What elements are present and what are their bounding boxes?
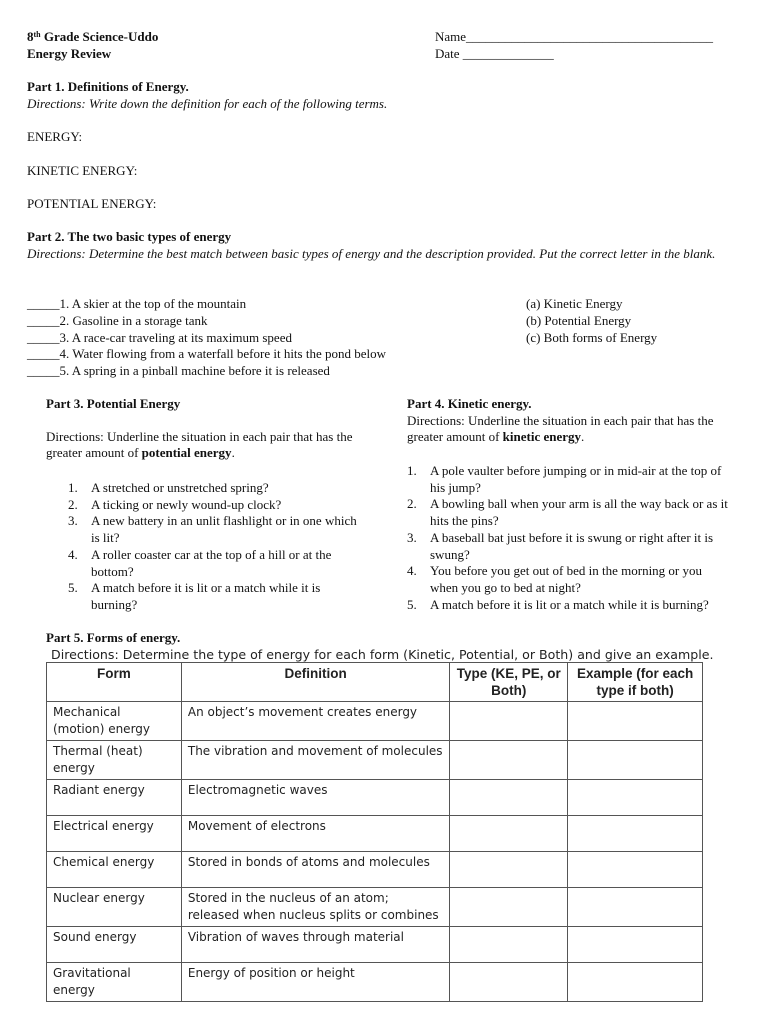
list-item[interactable]: 5. A match before it is lit or a match while it is burning? [68,580,321,612]
list-item[interactable]: 5. A match before it is lit or a match while it is burning? [407,596,709,612]
form-cell: Chemical energy [47,852,182,888]
option-b: (b) Potential Energy [526,313,632,328]
example-answer-cell[interactable] [568,852,703,888]
part3-list [68,480,368,614]
example-answer-cell[interactable] [568,816,703,852]
example-answer-cell[interactable] [568,963,703,1002]
form-cell: Radiant energy [47,780,182,816]
type-answer-cell[interactable] [450,927,568,963]
option-c: (c) Both forms of Energy [526,330,658,345]
type-answer-cell[interactable] [450,852,568,888]
date-field[interactable]: Date ______________ [435,46,554,61]
table-row [47,963,703,1002]
form-cell: Electrical energy [47,816,182,852]
header-definition: Definition [181,663,450,702]
worksheet-title: 8th Grade Science-Uddo [27,29,159,44]
definition-cell: Movement of electrons [181,816,450,852]
type-answer-cell[interactable] [450,963,568,1002]
part5-title: Part 5. Forms of energy. [46,630,181,645]
match-item-1[interactable]: _____1. A skier at the top of the mountain [27,296,247,311]
table-row [47,702,703,741]
list-item[interactable]: 2. A ticking or newly wound-up clock? [68,496,282,512]
table-row [47,852,703,888]
name-field[interactable]: Name______________________________________ [435,29,714,44]
table-row [47,780,703,816]
part2-title: Part 2. The two basic types of energy [27,229,232,244]
match-item-3[interactable]: _____3. A race-car traveling at its maximum speed [27,330,292,345]
example-answer-cell[interactable] [568,702,703,741]
part2-directions: Directions: Determine the best match between basic types of energy and the description provided. Put the correct letter in the blank. [27,246,716,261]
term-potential-energy: POTENTIAL ENERGY: [27,196,157,211]
part4-directions: Directions: Underline the situation in each pair that has the greater amount of kinetic energy. [407,413,714,444]
definition-cell: Stored in the nucleus of an atom; released when nucleus splits or combines [181,888,450,927]
list-item[interactable]: 2. A bowling ball when your arm is all the way back or as it hits the pins? [407,496,728,529]
form-cell: Sound energy [47,927,182,963]
type-answer-cell[interactable] [450,741,568,780]
part3-title: Part 3. Potential Energy [46,396,181,411]
table-row [47,816,703,852]
part1-directions: Directions: Write down the definition for each of the following terms. [27,96,388,111]
type-answer-cell[interactable] [450,816,568,852]
example-answer-cell[interactable] [568,741,703,780]
type-answer-cell[interactable] [450,888,568,927]
table-row [47,741,703,780]
form-cell: Thermal (heat) energy [47,741,182,780]
list-item[interactable]: 4. You before you get out of bed in the morning or you when you go to bed at night? [407,563,703,595]
type-answer-cell[interactable] [450,702,568,741]
definition-cell: Electromagnetic waves [181,780,450,816]
option-a: (a) Kinetic Energy [526,296,623,311]
definition-cell: Vibration of waves through material [181,927,450,963]
part3-directions: Directions: Underline the situation in each pair that has the greater amount of potential energy. [46,429,353,460]
header-example: Example (for each type if both) [568,663,703,702]
form-cell: Gravitational energy [47,963,182,1002]
type-answer-cell[interactable] [450,780,568,816]
term-kinetic-energy: KINETIC ENERGY: [27,163,138,178]
form-cell: Nuclear energy [47,888,182,927]
list-item[interactable]: 4. A roller coaster car at the top of a hill or at the bottom? [68,546,332,579]
definition-cell: An object’s movement creates energy [181,702,450,741]
header-form: Form [47,663,182,702]
form-cell: Mechanical (motion) energy [47,702,182,741]
list-item[interactable]: 1. A pole vaulter before jumping or in mid-air at the top of his jump? [407,463,722,495]
worksheet-subtitle: Energy Review [27,46,112,61]
list-item[interactable]: 1. A stretched or unstretched spring? [68,480,269,495]
forms-of-energy-table [46,662,703,1002]
part4-title: Part 4. Kinetic energy. [407,396,532,411]
definition-cell: The vibration and movement of molecules [181,741,450,780]
definition-cell: Energy of position or height [181,963,450,1002]
example-answer-cell[interactable] [568,780,703,816]
term-energy: ENERGY: [27,129,83,144]
table-header-row [47,663,703,702]
list-item[interactable]: 3. A baseball bat just before it is swung or right after it is swung? [407,529,714,562]
match-item-2[interactable]: _____2. Gasoline in a storage tank [27,313,208,328]
example-answer-cell[interactable] [568,927,703,963]
match-item-5[interactable]: _____5. A spring in a pinball machine before it is released [27,363,330,378]
part4-list [407,463,732,613]
definition-cell: Stored in bonds of atoms and molecules [181,852,450,888]
header-type: Type (KE, PE, or Both) [450,663,568,702]
list-item[interactable]: 3. A new battery in an unlit flashlight or in one which is lit? [68,513,357,546]
example-answer-cell[interactable] [568,888,703,927]
match-item-4[interactable]: _____4. Water flowing from a waterfall before it hits the pond below [27,346,387,361]
table-row [47,927,703,963]
part5-directions: Directions: Determine the type of energy for each form (Kinetic, Potential, or Both) and give an example. [51,647,714,662]
table-row [47,888,703,927]
part1-title: Part 1. Definitions of Energy. [27,79,189,94]
